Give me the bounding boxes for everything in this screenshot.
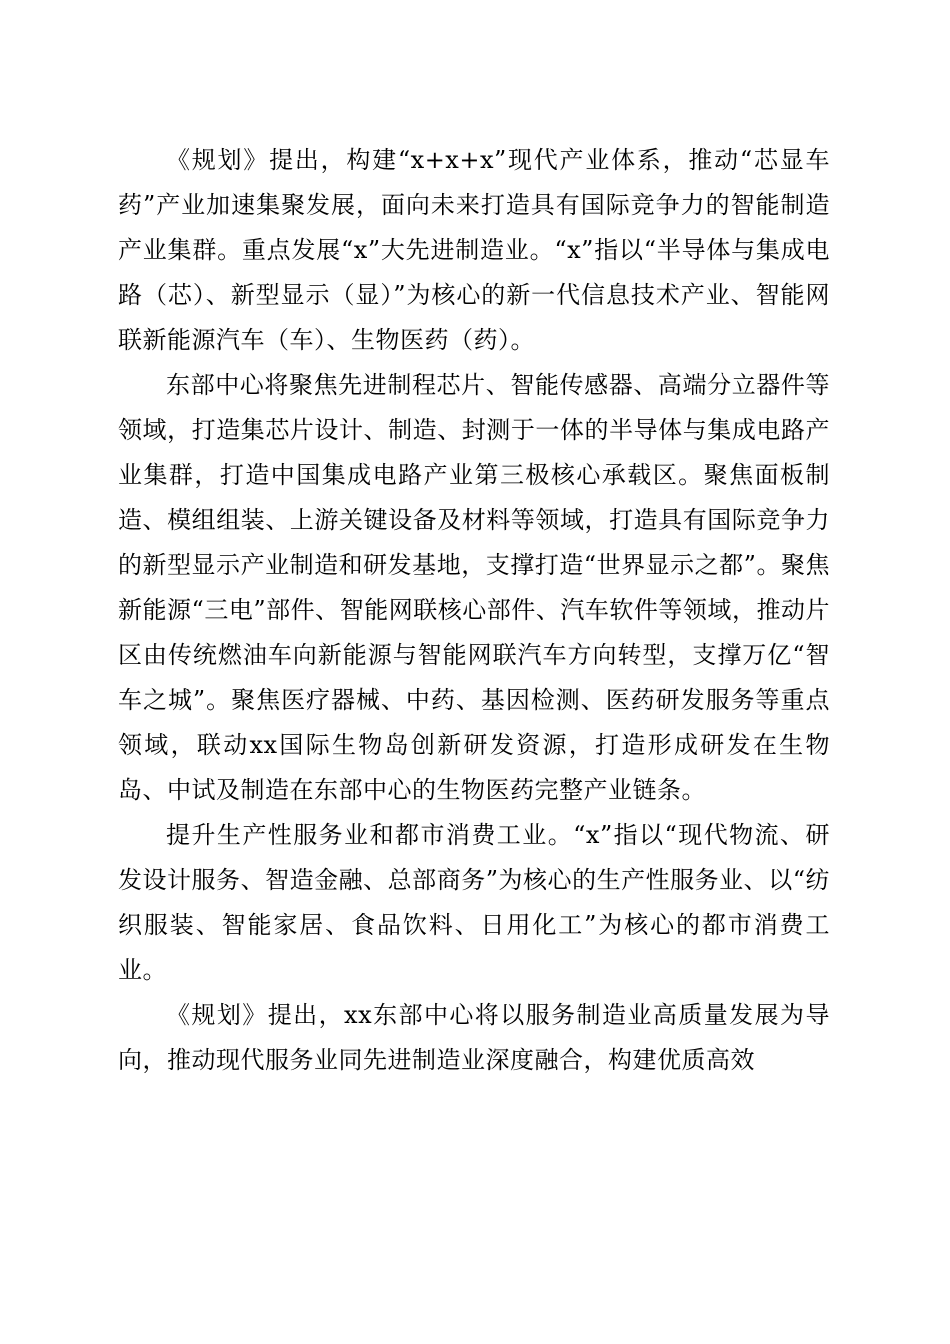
paragraph-producer-services: 提升生产性服务业和都市消费工业。“x”指以“现代物流、研发设计服务、智造金融、总部商务”为核心的生产性服务业、以“纺织服装、智能家居、食品饮料、日用化工”为核心的都市消费工业。 bbox=[118, 821, 830, 984]
paragraph-planning-industry-system: 《规划》提出，构建“x+x+x”现代产业体系，推动“芯显车药”产业加速集聚发展，面向未来打造具有国际竞争力的智能制造产业集群。重点发展“x”大先进制造业。“x”指以“半导体与集成电路（芯）、新型显示（显）”为核心的新一代信息技术产业、智能网联新能源汽车（车）、生物医药（药）。 bbox=[118, 146, 830, 354]
paragraph-east-center-focus: 东部中心将聚焦先进制程芯片、智能传感器、高端分立器件等领域，打造集芯片设计、制造、封测于一体的半导体与集成电路产业集群，打造中国集成电路产业第三极核心承载区。聚焦面板制造、模组组装、上游关键设备及材料等领域，打造具有国际竞争力的新型显示产业制造和研发基地，支撑打造“世界显示之都”。聚焦新能源“三电”部件、智能网联核心部件、汽车软件等领域，推动片区由传统燃油车向新能源与智能网联汽车方向转型，支撑万亿“智车之城”。聚焦医疗器械、中药、基因检测、医药研发服务等重点领域，联动xx国际生物岛创新研发资源，打造形成研发在生物岛、中试及制造在东部中心的生物医药完整产业链条。 bbox=[118, 371, 830, 804]
document-body bbox=[118, 138, 830, 1083]
paragraph-service-manufacturing: 《规划》提出，xx东部中心将以服务制造业高质量发展为导向，推动现代服务业同先进制造业深度融合，构建优质高效 bbox=[118, 1001, 830, 1074]
